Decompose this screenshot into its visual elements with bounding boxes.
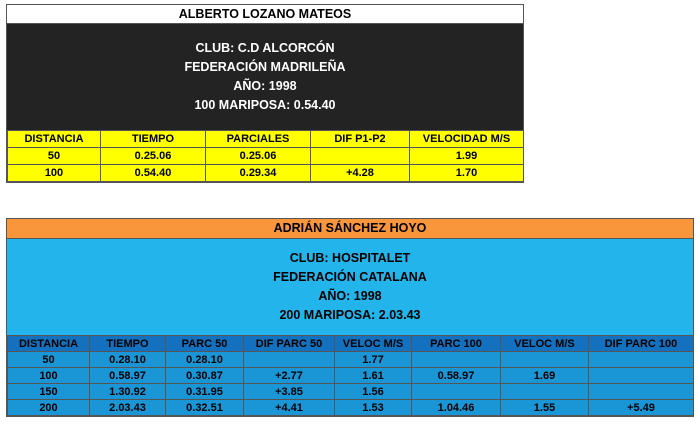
event-time-line: 200 MARIPOSA: 2.03.43 bbox=[279, 308, 421, 322]
swimmer-card-adrian bbox=[6, 218, 694, 417]
table-cell: 1.30.92 bbox=[90, 384, 166, 400]
swimmer-info-block bbox=[7, 24, 523, 130]
swimmer-name-title: ADRIÁN SÁNCHEZ HOYO bbox=[7, 219, 693, 239]
federation-line: FEDERACIÓN CATALANA bbox=[273, 270, 427, 284]
table-cell: 0.25.06 bbox=[101, 148, 206, 165]
table-cell: 0.29.34 bbox=[206, 165, 311, 182]
table-cell bbox=[589, 384, 694, 400]
table-cell: 1.69 bbox=[501, 368, 589, 384]
table-cell: 50 bbox=[8, 148, 101, 165]
table-row bbox=[8, 368, 694, 384]
table-cell: +2.77 bbox=[244, 368, 335, 384]
table-cell: 100 bbox=[8, 368, 90, 384]
column-header: DIF P1-P2 bbox=[311, 131, 410, 148]
column-header: PARC 50 bbox=[166, 336, 244, 352]
table-cell bbox=[501, 352, 589, 368]
swimmer-card-alberto bbox=[6, 4, 524, 183]
table-cell: 0.58.97 bbox=[90, 368, 166, 384]
table-cell: 1.70 bbox=[410, 165, 524, 182]
table-cell: 100 bbox=[8, 165, 101, 182]
table-cell: 0.25.06 bbox=[206, 148, 311, 165]
table-cell: 1.77 bbox=[335, 352, 412, 368]
column-header: TIEMPO bbox=[90, 336, 166, 352]
table-cell: 0.28.10 bbox=[90, 352, 166, 368]
federation-line: FEDERACIÓN MADRILEÑA bbox=[184, 60, 346, 74]
table-cell: 0.31.95 bbox=[166, 384, 244, 400]
table-cell: 1.61 bbox=[335, 368, 412, 384]
table-cell: 1.99 bbox=[410, 148, 524, 165]
table-cell: 0.32.51 bbox=[166, 400, 244, 416]
table-cell bbox=[244, 352, 335, 368]
table-cell bbox=[311, 148, 410, 165]
table-cell: 1.56 bbox=[335, 384, 412, 400]
table-cell bbox=[412, 352, 501, 368]
table-header-row bbox=[8, 131, 524, 148]
column-header: VELOC M/S bbox=[501, 336, 589, 352]
table-cell: +4.28 bbox=[311, 165, 410, 182]
column-header: PARCIALES bbox=[206, 131, 311, 148]
swimmer-info-block bbox=[7, 239, 693, 335]
swimmer-name-title: ALBERTO LOZANO MATEOS bbox=[7, 5, 523, 24]
column-header: DIF PARC 50 bbox=[244, 336, 335, 352]
table-cell: 0.54.40 bbox=[101, 165, 206, 182]
table-row bbox=[8, 148, 524, 165]
table-cell bbox=[589, 352, 694, 368]
table-cell: +3.85 bbox=[244, 384, 335, 400]
column-header: PARC 100 bbox=[412, 336, 501, 352]
splits-table bbox=[7, 335, 694, 416]
column-header: DISTANCIA bbox=[8, 131, 101, 148]
event-time-line: 100 MARIPOSA: 0.54.40 bbox=[194, 98, 336, 112]
club-line: CLUB: C.D ALCORCÓN bbox=[195, 41, 335, 55]
table-cell: +4.41 bbox=[244, 400, 335, 416]
table-row bbox=[8, 400, 694, 416]
table-cell bbox=[501, 384, 589, 400]
table-cell: 150 bbox=[8, 384, 90, 400]
splits-table bbox=[7, 130, 524, 182]
table-cell bbox=[412, 384, 501, 400]
column-header: VELOCIDAD M/S bbox=[410, 131, 524, 148]
table-row bbox=[8, 165, 524, 182]
table-cell bbox=[589, 368, 694, 384]
column-header: DISTANCIA bbox=[8, 336, 90, 352]
table-cell: 1.04.46 bbox=[412, 400, 501, 416]
table-cell: 200 bbox=[8, 400, 90, 416]
column-header: TIEMPO bbox=[101, 131, 206, 148]
table-row bbox=[8, 384, 694, 400]
year-line: AÑO: 1998 bbox=[318, 289, 382, 303]
club-line: CLUB: HOSPITALET bbox=[289, 251, 411, 265]
table-cell: 2.03.43 bbox=[90, 400, 166, 416]
year-line: AÑO: 1998 bbox=[233, 79, 297, 93]
column-header: DIF PARC 100 bbox=[589, 336, 694, 352]
table-cell: 0.58.97 bbox=[412, 368, 501, 384]
table-cell: 1.53 bbox=[335, 400, 412, 416]
table-cell: +5.49 bbox=[589, 400, 694, 416]
table-cell: 0.30.87 bbox=[166, 368, 244, 384]
table-cell: 50 bbox=[8, 352, 90, 368]
table-cell: 0.28.10 bbox=[166, 352, 244, 368]
table-row bbox=[8, 352, 694, 368]
table-cell: 1.55 bbox=[501, 400, 589, 416]
column-header: VELOC M/S bbox=[335, 336, 412, 352]
table-header-row bbox=[8, 336, 694, 352]
